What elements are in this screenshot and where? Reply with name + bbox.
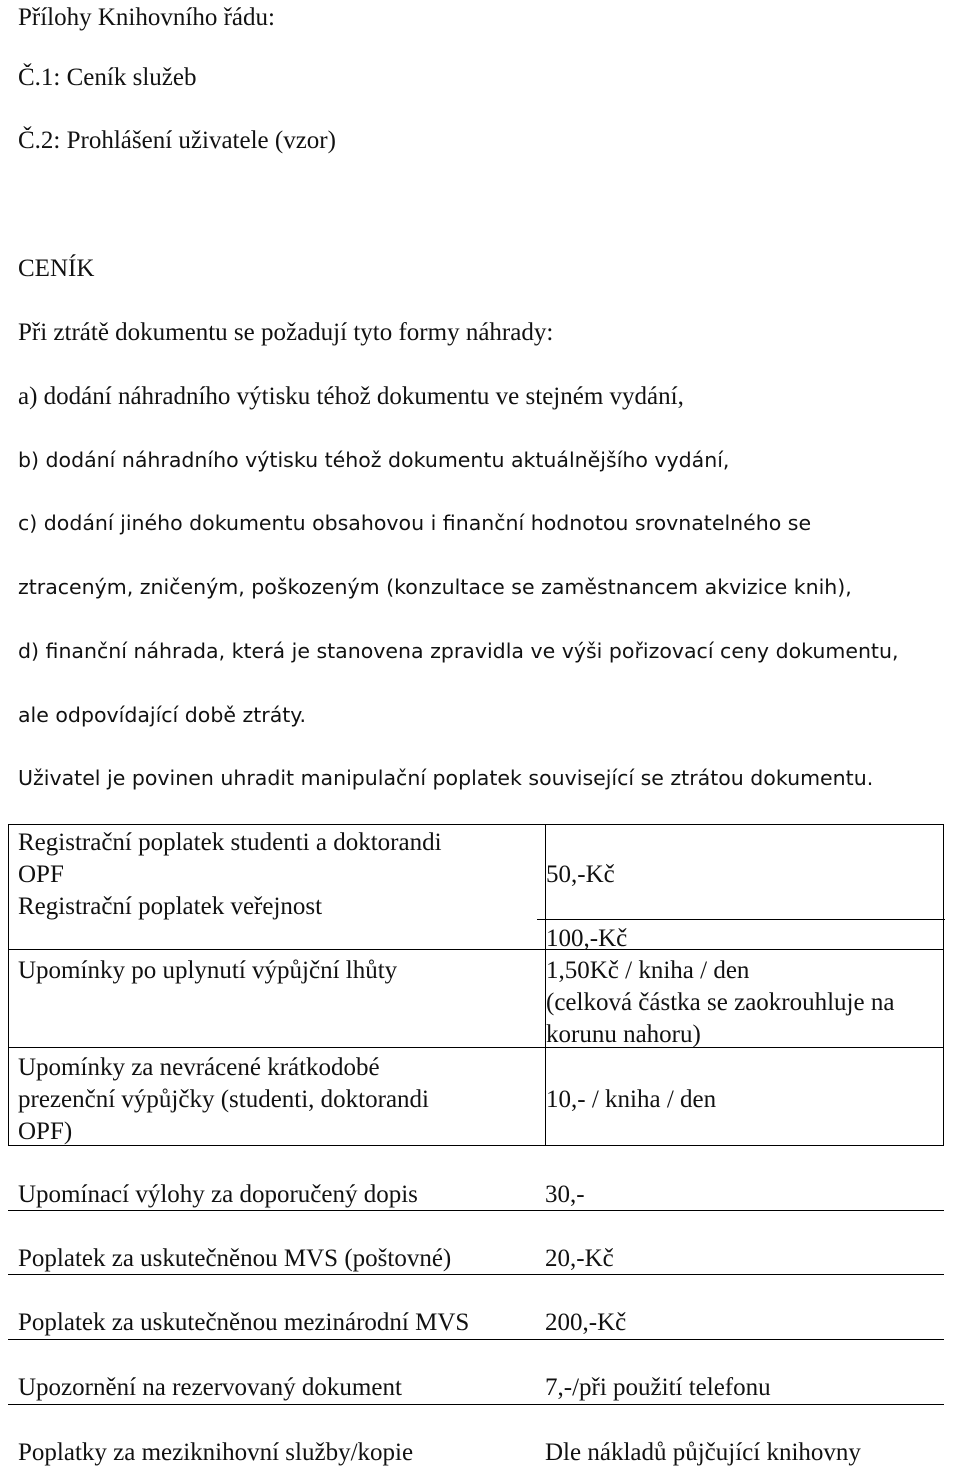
table-cell-value: 1,50Kč / kniha / den xyxy=(546,957,750,984)
table-row-divider xyxy=(9,1047,943,1048)
fee-value: 20,-Kč xyxy=(545,1245,614,1272)
fee-value: 200,-Kč xyxy=(545,1309,627,1336)
table-cell-value: (celková částka se zaokrouhluje na xyxy=(546,989,895,1016)
pricelist-heading: CENÍK xyxy=(18,255,95,282)
fee-label: Poplatky za meziknihovní služby/kopie xyxy=(18,1439,414,1466)
fee-value: Dle nákladů půjčující knihovny xyxy=(545,1439,861,1466)
table-cell-label: Registrační poplatek veřejnost xyxy=(18,893,323,920)
pricelist-item-b: b) dodání náhradního výtisku téhož dokumentu aktuálnějšího vydání, xyxy=(18,448,730,472)
divider xyxy=(8,1404,944,1405)
table-cell-label: Upomínky za nevrácené krátkodobé xyxy=(18,1054,380,1081)
table-row-divider xyxy=(9,949,943,950)
fee-label: Poplatek za uskutečněnou MVS (poštovné) xyxy=(18,1245,452,1272)
table-cell-label: Registrační poplatek studenti a doktorandi xyxy=(18,829,442,856)
table-cell-value: 100,-Kč xyxy=(546,925,628,952)
divider xyxy=(8,1274,944,1275)
attachment-1: Č.1: Ceník služeb xyxy=(18,64,197,91)
table-cell-divider xyxy=(537,919,945,920)
pricelist-intro: Při ztrátě dokumentu se požadují tyto formy náhrady: xyxy=(18,319,554,346)
table-cell-label: OPF) xyxy=(18,1118,73,1145)
fee-value: 30,- xyxy=(545,1181,585,1208)
divider xyxy=(8,1339,944,1340)
table-cell-value: korunu nahoru) xyxy=(546,1021,701,1048)
pricelist-item-c: c) dodání jiného dokumentu obsahovou i finanční hodnotou srovnatelného se xyxy=(18,511,812,535)
table-cell-label: OPF xyxy=(18,861,64,888)
fee-label: Upozornění na rezervovaný dokument xyxy=(18,1374,402,1401)
fee-label: Upomínací výlohy za doporučený dopis xyxy=(18,1181,418,1208)
table-cell-value: 10,- / kniha / den xyxy=(546,1086,717,1113)
pricelist-item-d: d) finanční náhrada, která je stanovena zpravidla ve výši pořizovací ceny dokumentu, xyxy=(18,639,899,663)
table-cell-label: prezenční výpůjčky (studenti, doktorandi xyxy=(18,1086,429,1113)
fee-label: Poplatek za uskutečněnou mezinárodní MVS xyxy=(18,1309,470,1336)
attachment-2: Č.2: Prohlášení uživatele (vzor) xyxy=(18,127,336,154)
pricelist-item-c-cont: ztraceným, zničeným, poškozeným (konzultace se zaměstnancem akvizice knih), xyxy=(18,575,852,599)
table-cell-value: 50,-Kč xyxy=(546,861,615,888)
table-cell-label: Upomínky po uplynutí výpůjční lhůty xyxy=(18,957,398,984)
fees-table xyxy=(8,824,944,1146)
pricelist-item-a: a) dodání náhradního výtisku téhož dokumentu ve stejném vydání, xyxy=(18,383,684,410)
fee-value: 7,-/při použití telefonu xyxy=(545,1374,771,1401)
attachments-title: Přílohy Knihovního řádu: xyxy=(18,4,275,31)
handling-fee-note: Uživatel je povinen uhradit manipulační poplatek související se ztrátou dokumentu. xyxy=(18,766,874,790)
divider xyxy=(8,1210,944,1211)
pricelist-item-d-cont: ale odpovídající době ztráty. xyxy=(18,703,307,727)
